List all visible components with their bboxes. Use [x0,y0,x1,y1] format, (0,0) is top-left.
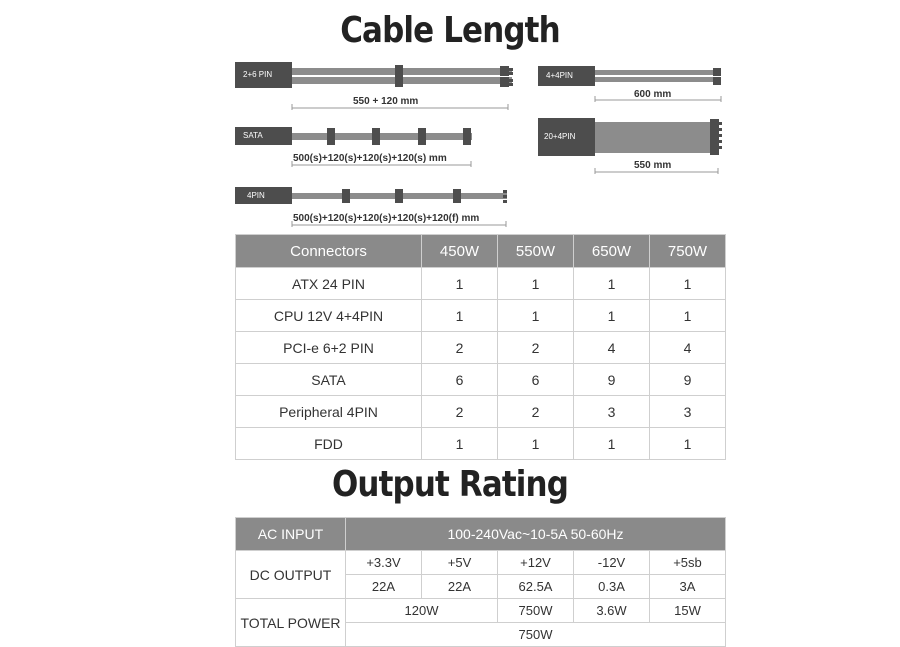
cell: 1 [574,428,650,460]
plug-label-pcie: 2+6 PIN [243,70,273,79]
current: 22A [422,575,498,599]
plug-label-cpu: 4+4PIN [546,71,573,80]
length-label-cpu: 600 mm [634,89,672,100]
current: 0.3A [574,575,650,599]
cell: 6 [422,364,498,396]
cable-cpu [538,66,738,108]
cell: 3 [574,396,650,428]
cable-4pin [235,185,525,227]
cell: 1 [498,428,574,460]
connector-name: PCI-e 6+2 PIN [236,332,422,364]
plug-label-4pin: 4PIN [247,191,265,200]
length-label-sata: 500(s)+120(s)+120(s)+120(s) mm [293,153,447,164]
current: 62.5A [498,575,574,599]
rail: +5V [422,551,498,575]
header-550w: 550W [498,235,574,268]
connector-name: SATA [236,364,422,396]
cell: 2 [498,332,574,364]
cell: 1 [422,300,498,332]
cell: 4 [574,332,650,364]
cell: 1 [650,268,726,300]
dc-output-label: DC OUTPUT [236,551,346,599]
length-label-pcie: 550 + 120 mm [353,96,419,107]
output-rating-title: Output Rating [331,464,569,505]
cell: 1 [650,300,726,332]
cell: 1 [650,428,726,460]
cell: 2 [422,332,498,364]
cell: 6 [498,364,574,396]
power: 15W [650,599,726,623]
cell: 1 [574,268,650,300]
table-row [236,300,726,332]
cell: 1 [574,300,650,332]
table-row [236,332,726,364]
cable-atx [538,118,738,178]
connector-name: CPU 12V 4+4PIN [236,300,422,332]
rails-row [236,551,726,575]
current: 3A [650,575,726,599]
header-450w: 450W [422,235,498,268]
power: 3.6W [574,599,650,623]
connector-name: ATX 24 PIN [236,268,422,300]
ac-input-value: 100-240Vac~10-5A 50-60Hz [346,518,726,551]
length-label-4pin: 500(s)+120(s)+120(s)+120(s)+120(f) mm [293,213,480,224]
cell: 9 [650,364,726,396]
connector-name: Peripheral 4PIN [236,396,422,428]
connectors-table [235,234,726,460]
ac-input-row [236,518,726,551]
rail: -12V [574,551,650,575]
connectors-header-row [236,235,726,268]
current: 22A [346,575,422,599]
rail: +12V [498,551,574,575]
cell: 4 [650,332,726,364]
table-row [236,364,726,396]
power: 750W [498,599,574,623]
header-connectors: Connectors [236,235,422,268]
plug-label-atx: 20+4PIN [544,132,576,141]
cell: 9 [574,364,650,396]
cable-length-title: Cable Length [340,10,560,51]
table-row [236,268,726,300]
cell: 2 [498,396,574,428]
table-row [236,396,726,428]
ac-input-label: AC INPUT [236,518,346,551]
total-power-label: TOTAL POWER [236,599,346,647]
rail: +5sb [650,551,726,575]
header-650w: 650W [574,235,650,268]
total-power-value: 750W [346,623,726,647]
header-750w: 750W [650,235,726,268]
combined-3v3-5v-power: 120W [346,599,498,623]
table-row [236,428,726,460]
power-row [236,599,726,623]
plug-label-sata: SATA [243,131,263,140]
cell: 3 [650,396,726,428]
cell: 1 [498,268,574,300]
cell: 2 [422,396,498,428]
length-label-atx: 550 mm [634,160,672,171]
cable-pcie [235,60,525,110]
cell: 1 [422,268,498,300]
output-rating-table [235,517,726,647]
cable-sata [235,125,495,167]
cell: 1 [498,300,574,332]
connector-name: FDD [236,428,422,460]
rail: +3.3V [346,551,422,575]
cell: 1 [422,428,498,460]
